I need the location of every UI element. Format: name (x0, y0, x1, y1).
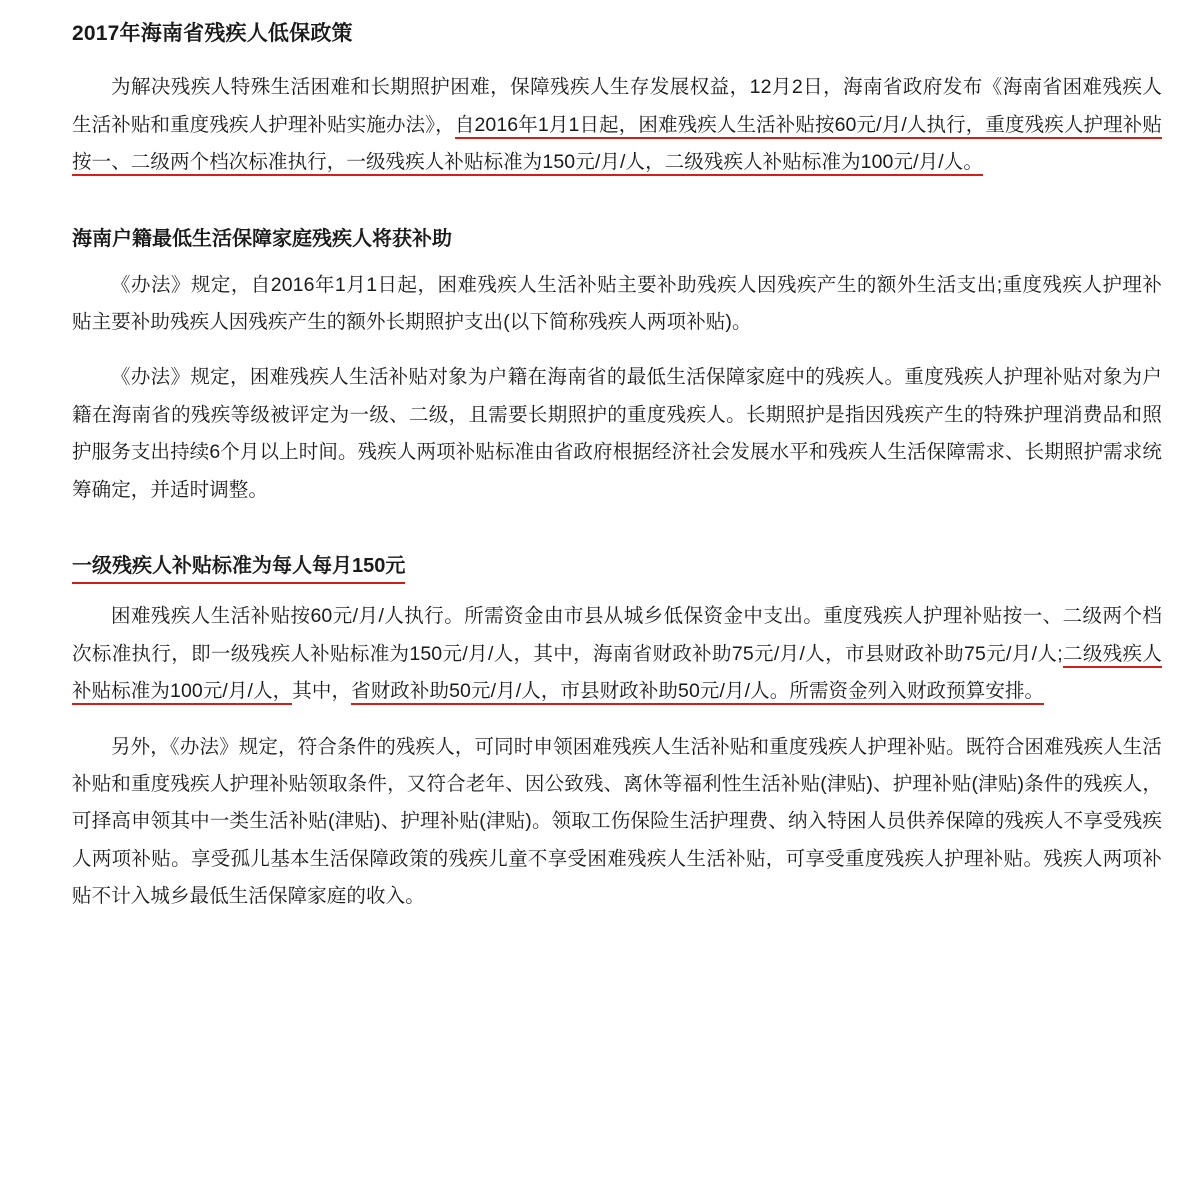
section-1-title: 海南户籍最低生活保障家庭残疾人将获补助 (72, 227, 452, 250)
section-2-paragraph-1 (72, 598, 1162, 710)
section-2-heading-wrap (72, 527, 1162, 598)
section-2-highlight-2: 省财政补助50元/月/人，市县财政补助50元/月/人。所需资金列入财政预算安排。 (351, 680, 1044, 705)
section-2-paragraph-2: 另外，《办法》规定，符合条件的残疾人，可同时申领困难残疾人生活补贴和重度残疾人护理补贴。既符合困难残疾人生活补贴和重度残疾人护理补贴领取条件，又符合老年、因公致残、离休等福利性生活补贴(津贴)、护理补贴(津贴)条件的残疾人，可择高申领其中一类生活补贴(津贴)、护理补贴(津贴)。领取工伤保险生活护理费、纳入特困人员供养保障的残疾人不享受残疾人两项补贴。享受孤儿基本生活保障政策的残疾儿童不享受困难残疾人生活补贴，可享受重度残疾人护理补贴。残疾人两项补贴不计入城乡最低生活保障家庭的收入。 (72, 735, 1162, 908)
paragraph-intro-highlight: 自2016年1月1日起，困难残疾人生活补贴按60元/月/人执行，重度残疾人护理补贴按一、二级两个档次标准执行，一级残疾人补贴标准为150元/月/人，二级残疾人补贴标准为100元/月/人。 (72, 114, 1162, 176)
section-2-highlight-1: 二级残疾人补贴标准为100元/月/人， (72, 643, 1162, 705)
paragraph-intro-text-lead: 为解决残疾人特殊生活困难和长期照护困难，保障残疾人生存发展权益，12月2日，海南省政府发布《海南省困难残疾人生活补贴和重度残疾人护理补贴实施办法》， (72, 76, 1162, 136)
section-1-paragraph-1: 《办法》规定，自2016年1月1日起，困难残疾人生活补贴主要补助残疾人因残疾产生的额外生活支出;重度残疾人护理补贴主要补助残疾人因残疾产生的额外长期照护支出(以下简称残疾人两项补贴)。 (72, 273, 1162, 334)
page-title: 2017年海南省残疾人低保政策 (72, 22, 353, 45)
section-2-title: 一级残疾人补贴标准为每人每月150元 (72, 553, 405, 584)
section-2-paragraph-1-lead: 困难残疾人生活补贴按60元/月/人执行。所需资金由市县从城乡低保资金中支出。重度残疾人护理补贴按一、二级两个档次标准执行，即一级残疾人补贴标准为150元/月/人，其中，海南省财政补助75元/月/人，市县财政补助75元/月/人; (72, 605, 1162, 665)
paragraph-intro (72, 69, 1162, 181)
section-2-paragraph-1-mid: 其中， (292, 680, 352, 703)
section-1-heading-wrap (72, 200, 1162, 267)
section-1-paragraph-2: 《办法》规定，困难残疾人生活补贴对象为户籍在海南省的最低生活保障家庭中的残疾人。重度残疾人护理补贴对象为户籍在海南省的残疾等级被评定为一级、二级，且需要长期照护的重度残疾人。长期照护是指因残疾产生的特殊护理消费品和照护服务支出持续6个月以上时间。残疾人两项补贴标准由省政府根据经济社会发展水平和残疾人生活保障需求、长期照护需求统筹确定，并适时调整。 (72, 366, 1162, 501)
